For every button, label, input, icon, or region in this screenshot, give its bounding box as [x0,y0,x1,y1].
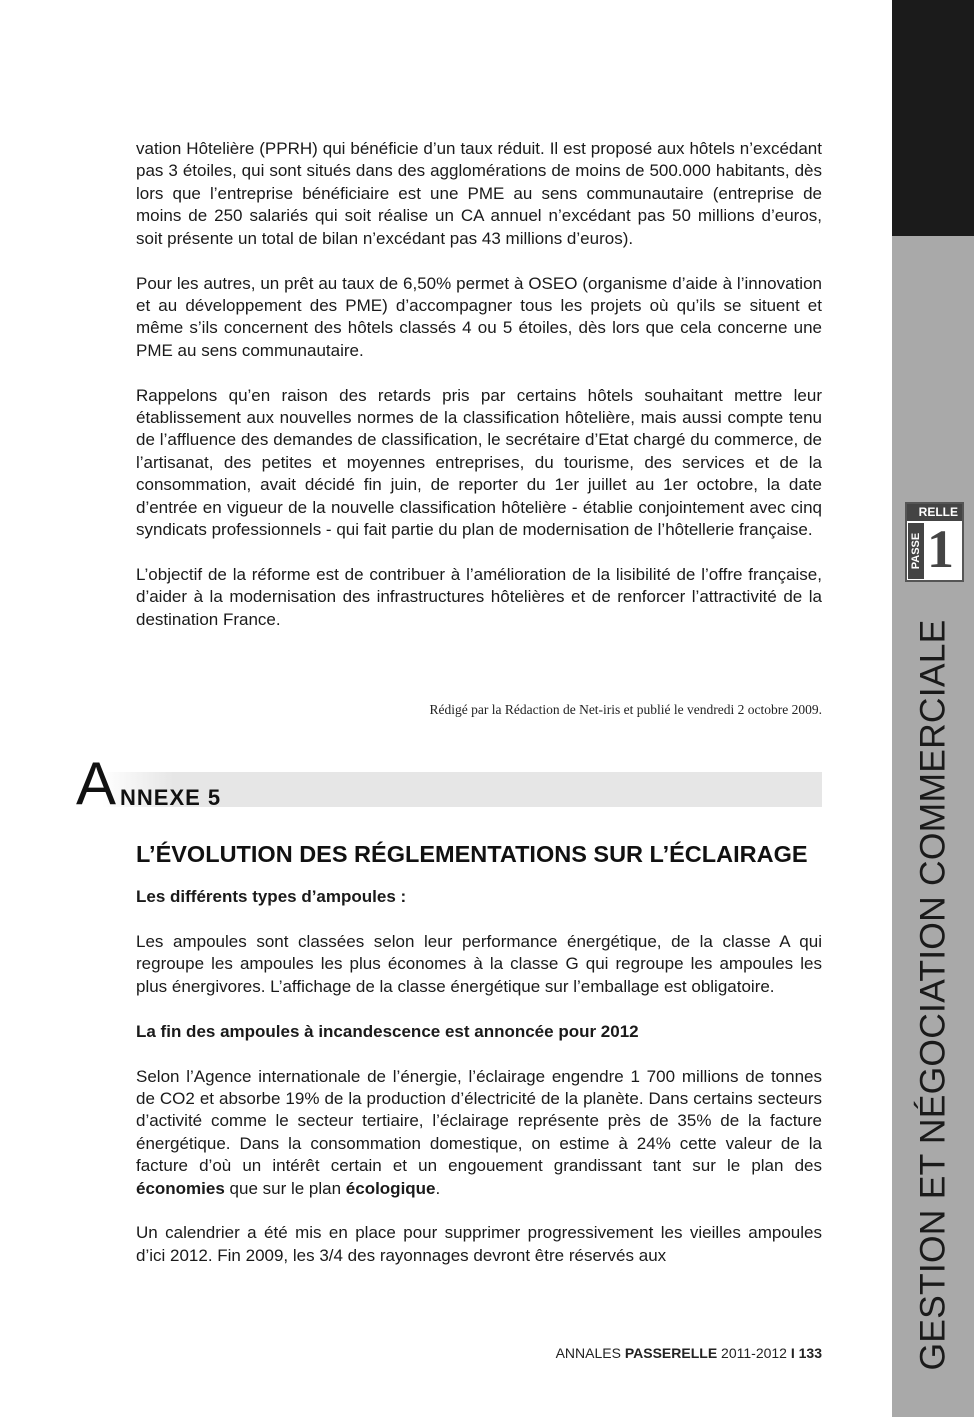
section-title: L’ÉVOLUTION DES RÉGLEMENTATIONS SUR L’ÉCLAIRAGE [136,841,808,867]
paragraph: Un calendrier a été mis en place pour supprimer progressivement les vieilles ampoules d’ici 2012. Fin 2009, les 3/4 des rayonnages devront être réservés aux [136,1223,822,1265]
bold-term: écologique [345,1178,436,1198]
vertical-title [892,600,974,1390]
text-run: Selon l’Agence internationale de l’énergie, l’éclairage engendre 1 700 millions de tonnes de CO2 et absorbe 19% de la production d’électricité de la planète. Dans certains secteurs d’activité comme le secteur tertiaire, l’éclairage représente près de 35% de la facture énergétique. Dans la consommation domestique, on estime à 24% cette valeur de la facture d’où un intérêt certain et un engouement grandissant tant sur le plan des [136,1066,822,1176]
paragraph: Les ampoules sont classées selon leur performance énergétique, de la classe A qui regroupe les ampoules les plus économes à la classe G qui regroupe les ampoules les plus énergivores. L’affichage de la classe énergétique sur l’emballage est obligatoire. [136,931,822,996]
subtitle: La fin des ampoules à incandescence est annoncée pour 2012 [136,1021,639,1041]
logo-top-text: RELLE [907,504,962,521]
annexe-heading: NNEXE 5 [120,785,222,810]
annexe-initial-letter: A [76,750,117,817]
annexe-section [136,840,822,1290]
passerelle-logo [905,502,964,582]
footer-prefix: ANNALES [555,1345,625,1361]
footer-brand: PASSERELLE [624,1345,718,1361]
footer-years: 2011-2012 [717,1345,791,1361]
paragraph: Rappelons qu’en raison des retards pris par certains hôtels souhaitant mettre leur établissement aux nouvelles normes de la classification hôtelière, mais aussi compte tenu de l’affluence des demandes de classification, le secrétaire d’Etat chargé du commerce, de l’artisanat, des petites et moyennes entreprises, du tourisme, des services et de la consommation, avait décidé fin juin, de reporter du 1er juillet au 1er octobre, la date d’entrée en vigueur de la nouvelle classification hôtelière - établie conjointement avec cinq syndicats professionnels - qui fait partie du plan de modernisation de l’hôtellerie française. [136,385,822,540]
page-footer [556,1345,822,1361]
text-run: que sur le plan [224,1178,346,1198]
paragraph [136,1066,822,1200]
page-number: 133 [798,1345,822,1361]
logo-side-strip [908,523,924,579]
footer-separator: I [790,1345,795,1361]
sujet-label [892,0,974,236]
body-text [136,138,822,654]
paragraph: Pour les autres, un prêt au taux de 6,50% permet à OSEO (organisme d’aide à l’innovation et au développement des PME) d’accompagner tous les projets où qu’ils se situent et même s’ils concernent des hôtels classés 4 ou 5 étoiles, dès lors que cela concerne une PME au sens communautaire. [136,273,822,360]
paragraph: vation Hôtelière (PPRH) qui bénéficie d’un taux réduit. Il est proposé aux hôtels n’excédant pas 3 étoiles, qui sont situés dans des agglomérations de moins de 500.000 habitants, dès lors que l’entreprise bénéficiaire est une PME au sens communautaire (entreprise de moins de 250 salariés qui soit réalise un CA annuel n’excédant pas 50 millions d’euros, soit présente un total de bilan n’excédant pas 43 millions d’euros). [136,139,822,248]
logo-number: 1 [927,519,954,579]
bold-term: économies [136,1178,225,1198]
text-run: . [435,1178,441,1198]
vertical-title-text: GESTION ET NÉGOCIATION COMMERCIALE [912,619,953,1371]
subtitle: Les différents types d’ampoules : [136,887,407,906]
paragraph: L’objectif de la réforme est de contribuer à l’amélioration de la lisibilité de l’offre française, d’aider à la modernisation des infrastructures hôtelières et de renforcer l’attractivité de la destination France. [136,565,822,629]
logo-side-text: PASSE [910,532,922,570]
source-credit: Rédigé par la Rédaction de Net-iris et publié le vendredi 2 octobre 2009. [429,702,822,717]
